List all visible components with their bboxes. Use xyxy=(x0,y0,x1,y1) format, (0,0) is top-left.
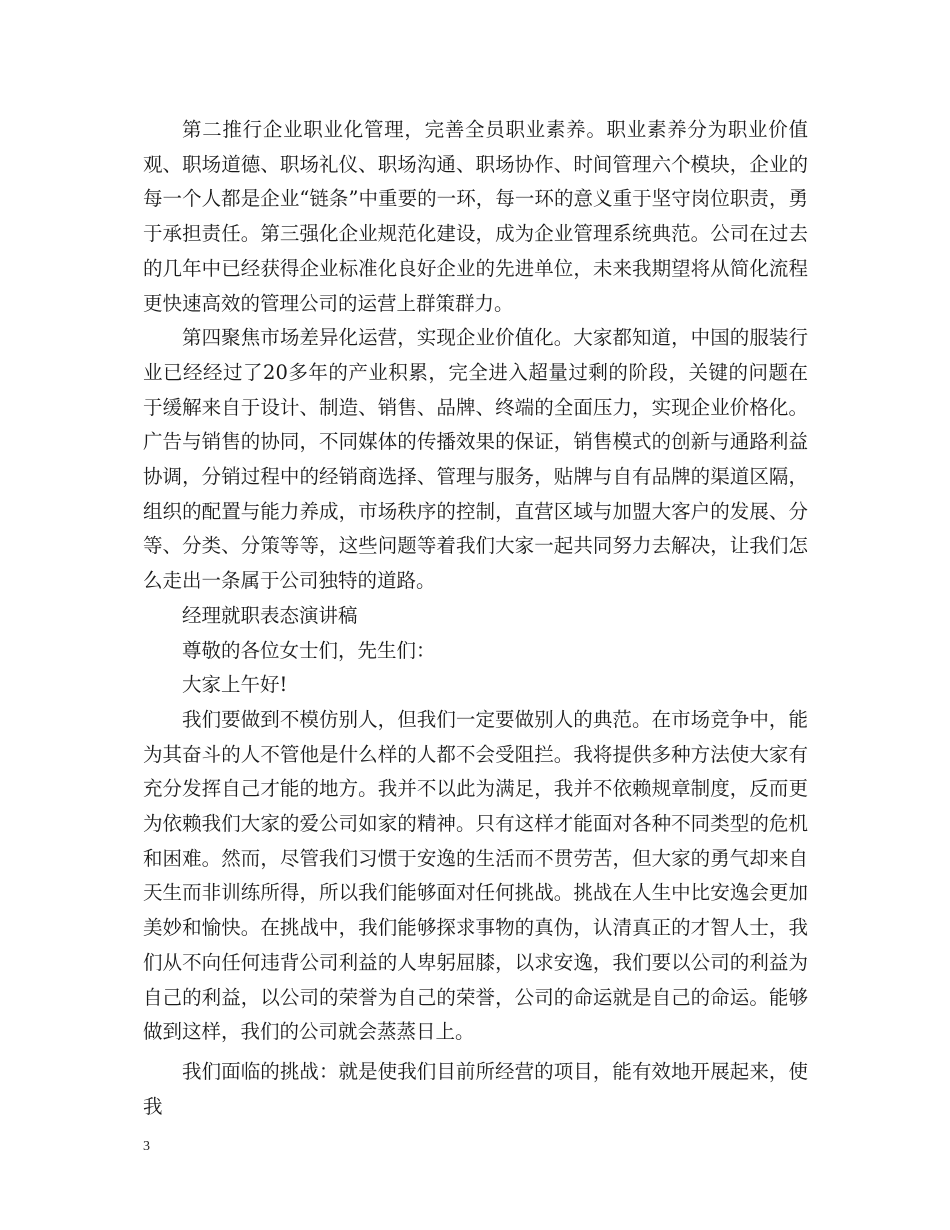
speech-title: 经理就职表态演讲稿 xyxy=(182,603,358,627)
body-text xyxy=(143,113,808,1124)
paragraph-2: 第四聚焦市场差异化运营，实现企业价值化。大家都知道，中国的服装行业已经经过了20多年的产业积累，完全进入超量过剩的阶段，关键的问题在于缓解来自于设计、制造、销售、品牌、终端的全面压力，实现企业价格化。广告与销售的协同，不同媒体的传播效果的保证，销售模式的创新与通路利益协调，分销过程中的经销商选择、管理与服务，贴牌与自有品牌的渠道区隔，组织的配置与能力养成，市场秩序的控制，直营区域与加盟大客户的发展、分等、分类、分策等等，这些问题等着我们大家一起共同努力去解决，让我们怎么走出一条属于公司独特的道路。 xyxy=(143,326,808,593)
greeting: 大家上午好! xyxy=(182,673,288,697)
page-number: 3 xyxy=(143,1139,150,1154)
salutation: 尊敬的各位女士们，先生们： xyxy=(182,638,436,662)
paragraph-4: 我们面临的挑战：就是使我们目前所经营的项目，能有效地开展起来，使我 xyxy=(143,1059,808,1118)
paragraph-3: 我们要做到不模仿别人，但我们一定要做别人的典范。在市场竞争中，能为其奋斗的人不管他是什么样的人都不会受阻拦。我将提供多种方法使大家有充分发挥自己才能的地方。我并不以此为满足，我并不依赖规章制度，反而更为依赖我们大家的爱公司如家的精神。只有这样才能面对各种不同类型的危机和困难。然而，尽管我们习惯于安逸的生活而不贯劳苦，但大家的勇气却来自天生而非训练所得，所以我们能够面对任何挑战。挑战在人生中比安逸会更加美妙和愉快。在挑战中，我们能够探求事物的真伪，认清真正的才智人士，我们从不向任何违背公司利益的人卑躬屈膝，以求安逸，我们要以公司的利益为自己的利益，以公司的荣誉为自己的荣誉，公司的命运就是自己的命运。能够做到这样，我们的公司就会蒸蒸日上。 xyxy=(143,707,808,1044)
paragraph-1: 第二推行企业职业化管理，完善全员职业素养。职业素养分为职业价值观、职场道德、职场礼仪、职场沟通、职场协作、时间管理六个模块，企业的每一个人都是企业“链条”中重要的一环，每一环的意义重于坚守岗位职责，勇于承担责任。第三强化企业规范化建设，成为企业管理系统典范。公司在过去的几年中已经获得企业标准化良好企业的先进单位，未来我期望将从简化流程更快速高效的管理公司的运营上群策群力。 xyxy=(143,118,808,315)
